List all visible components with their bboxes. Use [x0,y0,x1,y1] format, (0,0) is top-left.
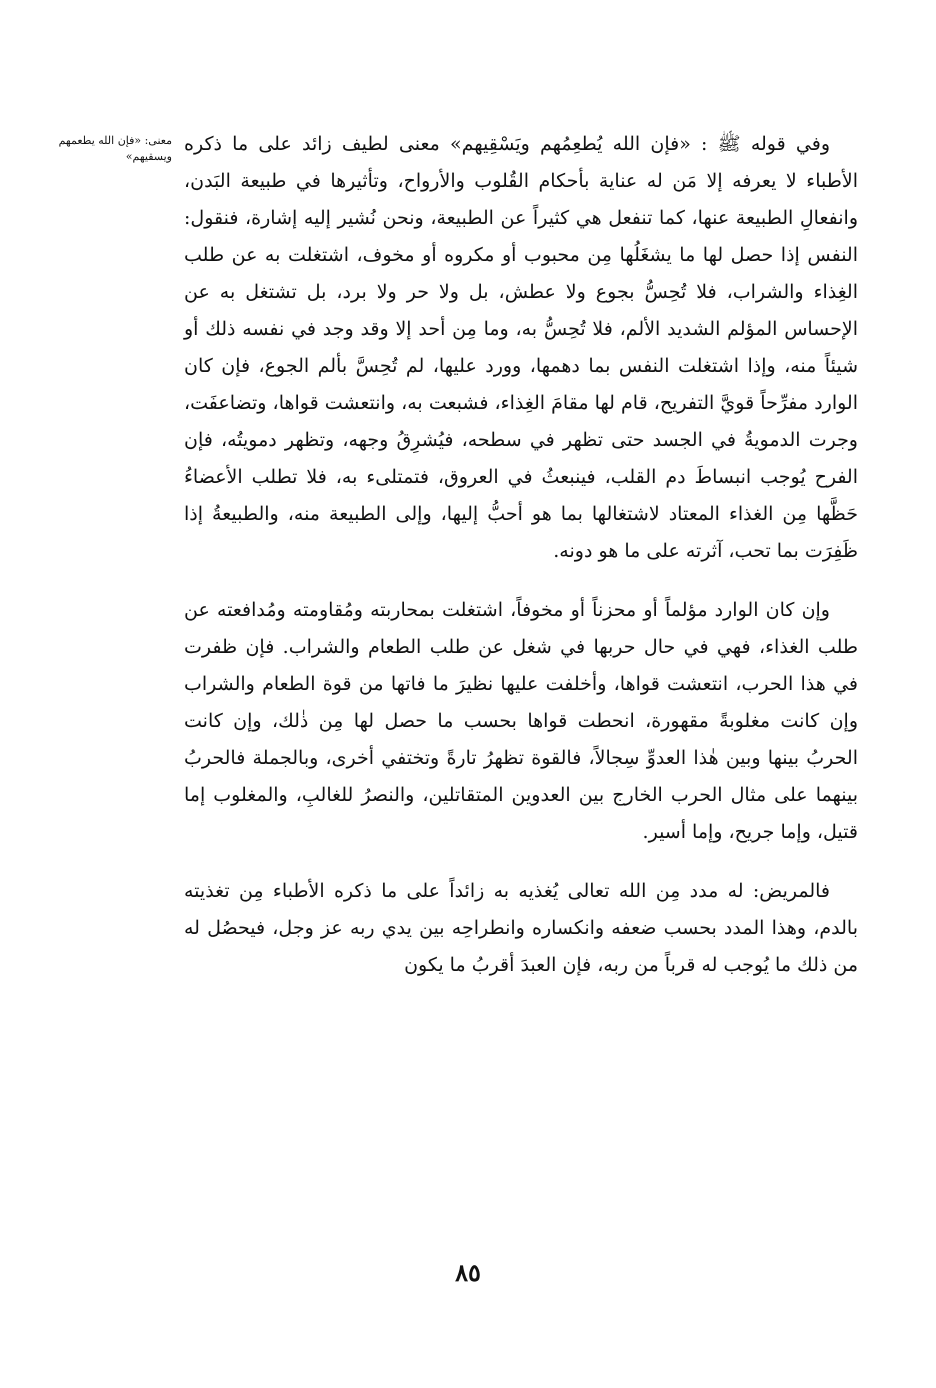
page-number: ٨٥ [455,1258,481,1287]
main-text [184,126,858,984]
paragraph-3: فالمريض: له مدد مِن الله تعالى يُغذيه به زائداً على ما ذكره الأطباء مِن تغذيته بالدم، وهذا المدد بحسب ضعفه وانكساره وانطراحِه بين يدي ربه عز وجل، فيحصُل له من ذلك ما يُوجب له قرباً من ربه، فإن العبدَ أقربُ ما يكون [184,880,858,976]
paragraph-2: وإن كان الوارد مؤلماً أو محزناً أو مخوفاً، اشتغلت بمحاربته ومُقاومته ومُدافعته عن طلب الغذاء، فهي في حال حربها في شغل عن طلب الطعام والشراب. فإن ظفرت في هذا الحرب، انتعشت قواها، وأخلفت عليها نظيرَ ما فاتها من قوة الطعام والشراب وإن كانت مغلوبةً مقهورة، انحطت قواها بحسب ما حصل لها مِن ذٰلك، وإن كانت الحربُ بينها وبين هٰذا العدوِّ سِجالاً، فالقوة تظهرُ تارةً وتختفي أخرى، وبالجملة فالحربُ بينهما على مثال الحرب الخارج بين العدوين المتقاتلين، والنصرُ للغالبِ، والمغلوب إما قتيل، وإما جريح، وإما أسير. [184,599,858,843]
margin-note: معنى: «فإن الله يطعمهم ويسقيهم» [58,134,172,163]
paragraph-1: وفي قوله ﷺ : «فإن الله يُطعِمُهم ويَسْقِيهم» معنى لطيف زائد على ما ذكره الأطباء لا يعرفه إلا مَن له عناية بأحكام القُلوب والأرواح، وتأثيرها في طبيعة البَدن، وانفعالِ الطبيعة عنها، كما تنفعل هي كثيراً عن الطبيعة، ونحن نُشير إليه إشارة، فنقول: النفس إذا حصل لها ما يشغَلُها مِن محبوب أو مكروه أو مخوف، اشتغلت به عن طلب الغِذاء والشراب، فلا تُحِسُّ بجوع ولا عطش، بل ولا حر ولا برد، بل تشتغل به عن الإحساس المؤلم الشديد الألم، فلا تُحِسُّ به، وما مِن أحد إلا وقد وجد في نفسه ذلك أو شيئاً منه، وإذا اشتغلت النفس بما دهمها، وورد عليها، لم تُحِسَّ بألم الجوع، فإن كان الوارد مفرِّحاً قويَّ التفريح، قام لها مقامَ الغِذاء، فشبعت به، وانتعشت قواها، وتضاعفَت، وجرت الدمويةُ في الجسد حتى تظهر في سطحه، فيُشرِقُ وجهه، وتظهر دمويتُه، فإن الفرح يُوجب انبساطَ دم القلب، فينبعثُ في العروق، فتمتلىء به، فلا تطلب الأعضاءُ حَظَّها مِن الغذاء المعتاد لاشتغالها بما هو أحبُّ إليها، وإلى الطبيعة منه، والطبيعةُ إذا ظَفِرَت بما تحب، آثرته على ما هو دونه. [184,133,858,562]
